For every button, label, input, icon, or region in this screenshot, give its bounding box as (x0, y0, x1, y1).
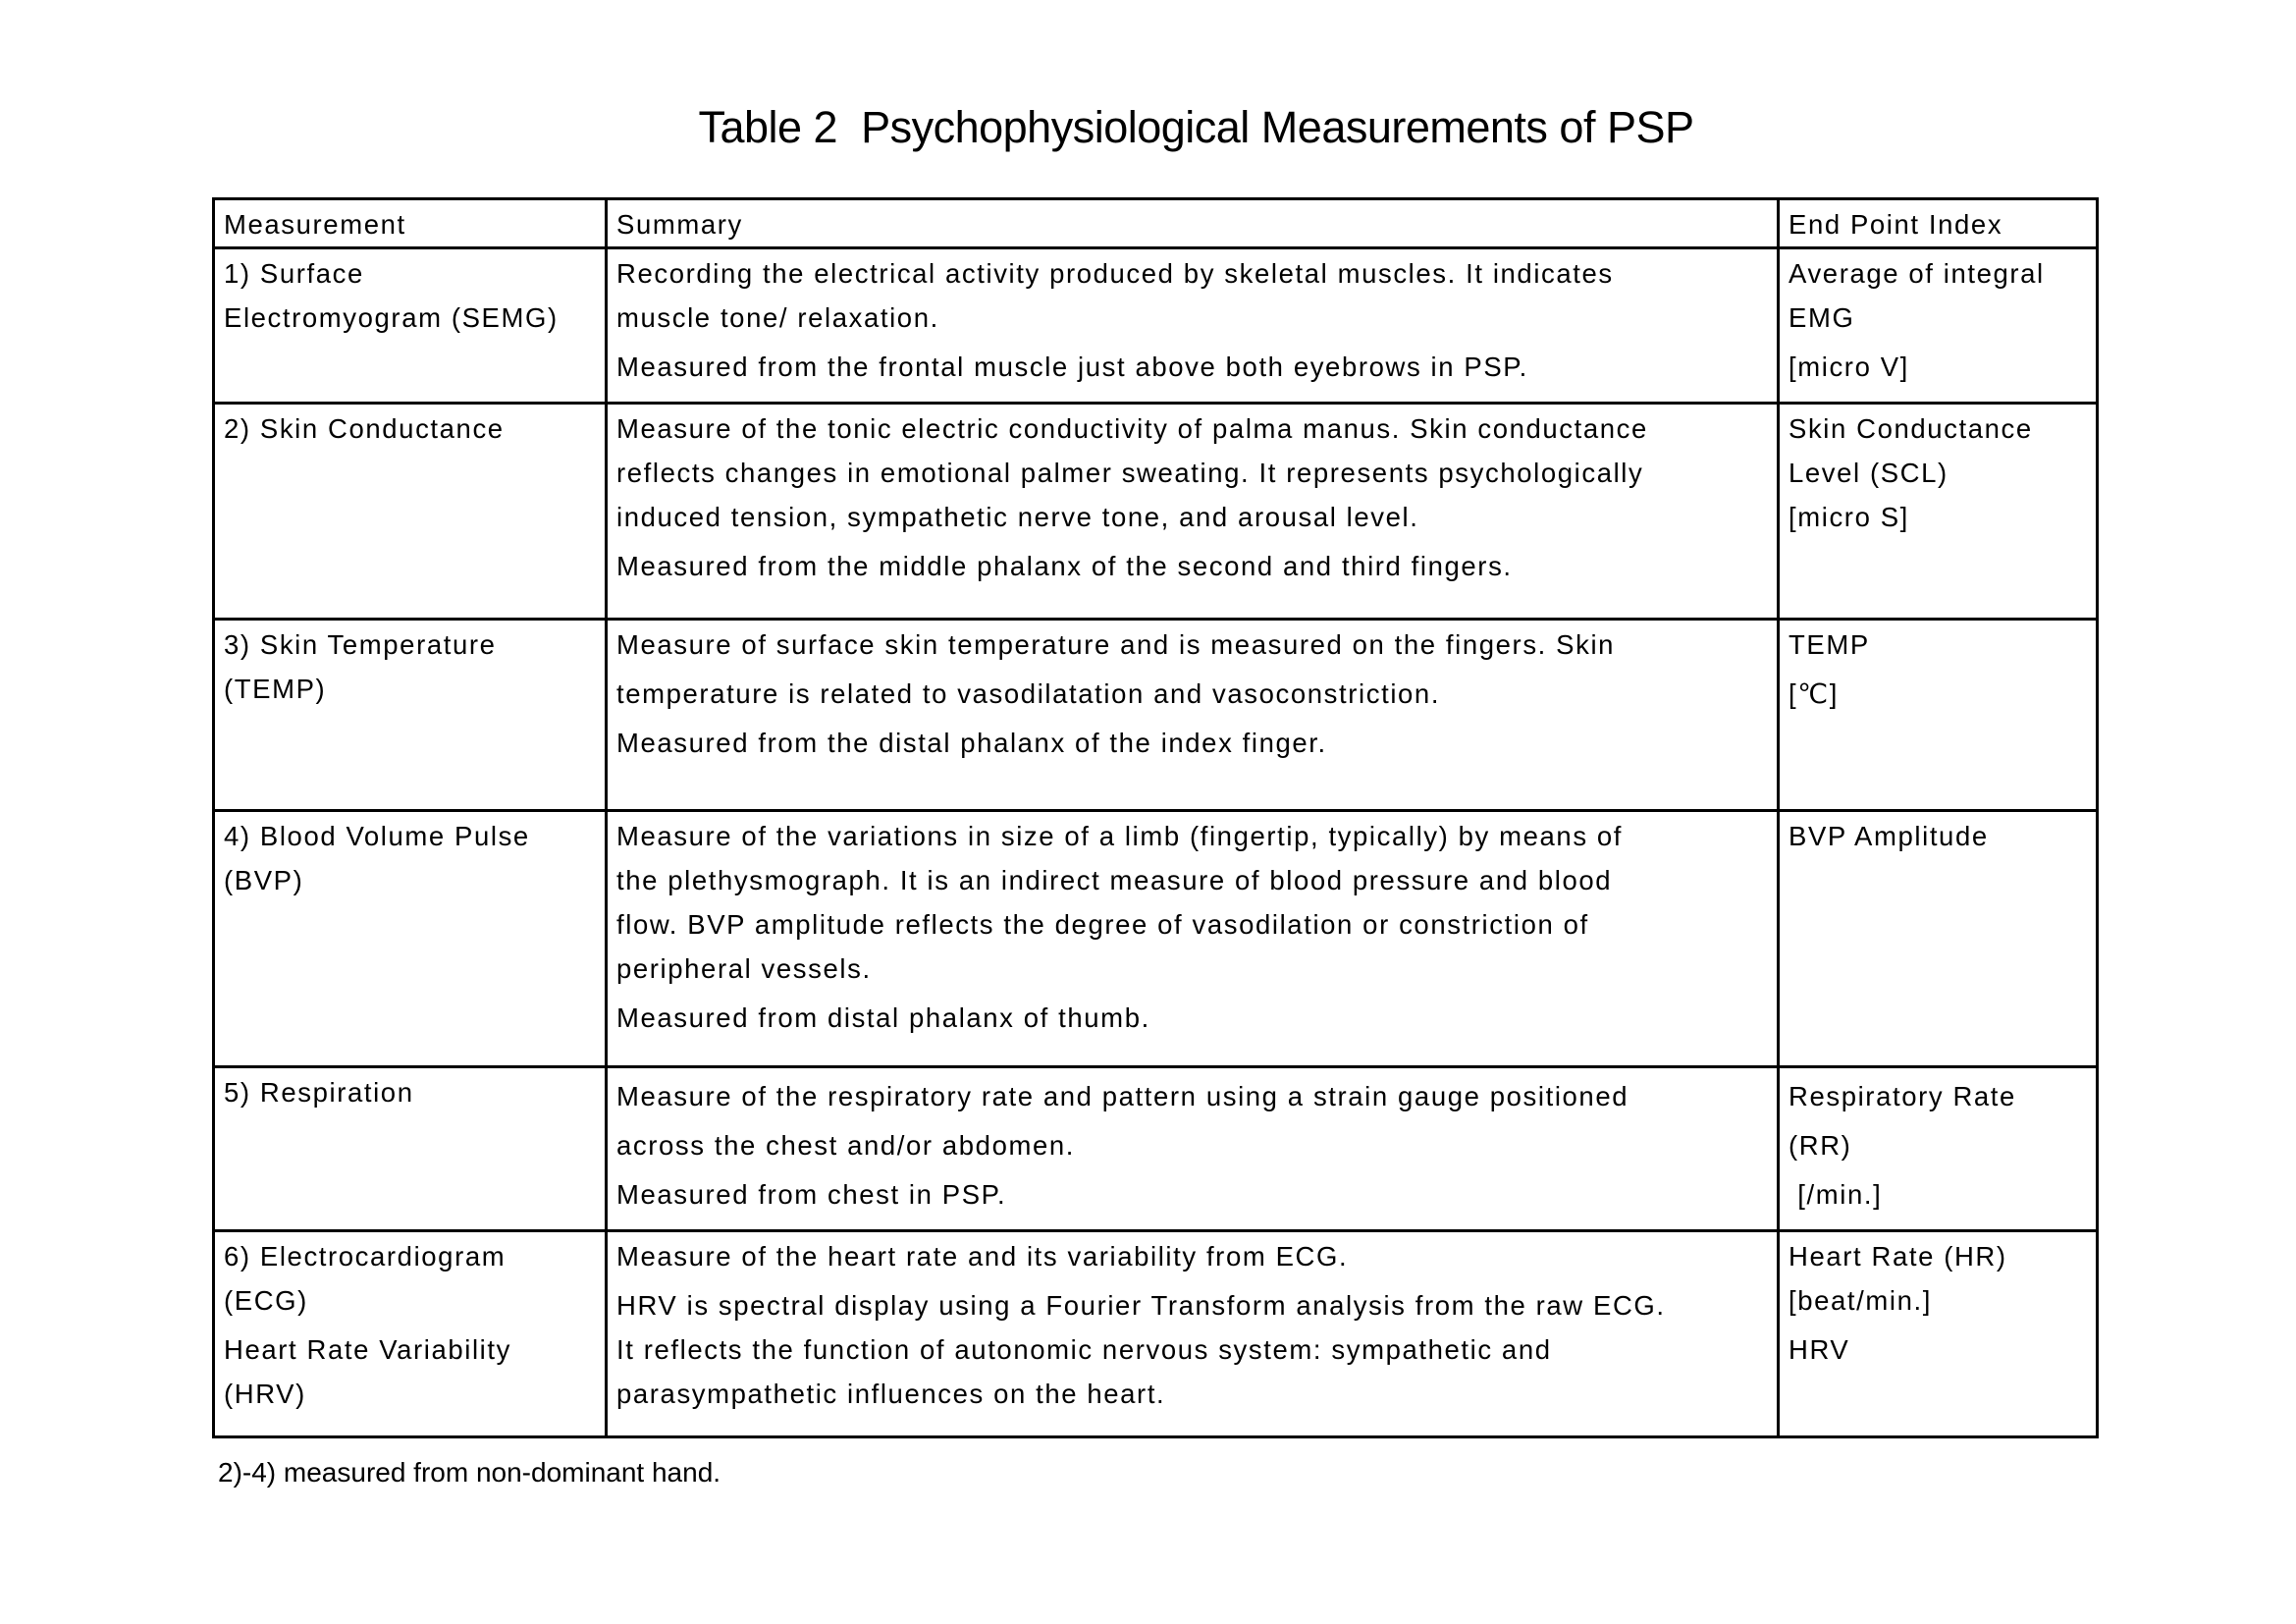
measurement-line: (TEMP) (224, 674, 327, 704)
measurement-cell (214, 620, 607, 811)
header-measurement: Measurement (214, 199, 607, 248)
measurement-line: Electromyogram (SEMG) (224, 302, 559, 333)
end-point-line: BVP Amplitude (1789, 821, 1989, 851)
end-point-line: [micro V] (1789, 352, 1909, 382)
summary-line: peripheral vessels. (616, 953, 872, 984)
summary-line: Measured from chest in PSP. (616, 1179, 1007, 1210)
end-point-line: EMG (1789, 302, 1855, 333)
table-header-row (214, 199, 2098, 248)
summary-line: Measured from the frontal muscle just above both eyebrows in PSP. (616, 352, 1528, 382)
table-footnote: 2)-4) measured from non-dominant hand. (218, 1457, 721, 1488)
table-row (214, 404, 2098, 620)
table-row (214, 620, 2098, 811)
table-title: Table 2 Psychophysiological Measurements of PSP (698, 102, 1694, 152)
measurement-line: (ECG) (224, 1285, 308, 1316)
measurements-table (212, 197, 2099, 1438)
header-end-point-index: End Point Index (1779, 199, 2098, 248)
end-point-line: [micro S] (1789, 502, 1909, 532)
summary-line: flow. BVP amplitude reflects the degree of vasodilation or constriction of (616, 909, 1589, 940)
summary-line: Measured from the distal phalanx of the index finger. (616, 728, 1327, 758)
end-point-cell (1779, 620, 2098, 811)
summary-line: It reflects the function of autonomic nervous system: sympathetic and (616, 1334, 1552, 1365)
end-point-line: Skin Conductance (1789, 413, 2033, 444)
summary-line: parasympathetic influences on the heart. (616, 1379, 1166, 1409)
table-row (214, 811, 2098, 1067)
end-point-cell (1779, 1067, 2098, 1231)
end-point-cell (1779, 404, 2098, 620)
summary-line: Measure of surface skin temperature and is measured on the fingers. Skin (616, 629, 1616, 660)
measurement-cell (214, 404, 607, 620)
end-point-cell (1779, 811, 2098, 1067)
summary-cell (607, 1067, 1779, 1231)
measurement-line: 2) Skin Conductance (224, 413, 505, 444)
table-row (214, 248, 2098, 404)
measurement-cell (214, 248, 607, 404)
measurement-line: 6) Electrocardiogram (224, 1241, 507, 1272)
summary-line: Recording the electrical activity produced by skeletal muscles. It indicates (616, 258, 1614, 289)
header-summary: Summary (607, 199, 1779, 248)
summary-line: the plethysmograph. It is an indirect measure of blood pressure and blood (616, 865, 1613, 895)
summary-cell (607, 404, 1779, 620)
summary-line: induced tension, sympathetic nerve tone, and arousal level. (616, 502, 1419, 532)
measurement-line: 3) Skin Temperature (224, 629, 497, 660)
table-row (214, 1231, 2098, 1437)
end-point-cell (1779, 1231, 2098, 1437)
measurement-line: 5) Respiration (224, 1077, 414, 1108)
measurement-line: 4) Blood Volume Pulse (224, 821, 530, 851)
summary-line: Measure of the variations in size of a limb (fingertip, typically) by means of (616, 821, 1624, 851)
summary-line: Measure of the tonic electric conductivity of palma manus. Skin conductance (616, 413, 1648, 444)
summary-line: across the chest and/or abdomen. (616, 1130, 1076, 1161)
measurement-cell (214, 1231, 607, 1437)
measurement-line: (BVP) (224, 865, 304, 895)
end-point-line: Respiratory Rate (1789, 1081, 2016, 1111)
measurement-line: Heart Rate Variability (224, 1334, 511, 1365)
measurement-cell (214, 1067, 607, 1231)
end-point-line: Level (SCL) (1789, 458, 1949, 488)
summary-line: Measure of the respiratory rate and pattern using a strain gauge positioned (616, 1081, 1629, 1111)
summary-line: Measured from the middle phalanx of the second and third fingers. (616, 551, 1513, 581)
summary-line: muscle tone/ relaxation. (616, 302, 939, 333)
measurement-line: 1) Surface (224, 258, 364, 289)
summary-line: Measured from distal phalanx of thumb. (616, 1002, 1150, 1033)
end-point-line: TEMP (1789, 629, 1870, 660)
end-point-line: Heart Rate (HR) (1789, 1241, 2007, 1272)
end-point-line: [/min.] (1789, 1179, 1883, 1210)
summary-line: HRV is spectral display using a Fourier Transform analysis from the raw ECG. (616, 1290, 1666, 1321)
summary-cell (607, 1231, 1779, 1437)
summary-cell (607, 248, 1779, 404)
end-point-line: HRV (1789, 1334, 1850, 1365)
end-point-line: [℃] (1789, 678, 1839, 709)
end-point-line: (RR) (1789, 1130, 1852, 1161)
end-point-cell (1779, 248, 2098, 404)
summary-line: temperature is related to vasodilatation and vasoconstriction. (616, 678, 1441, 709)
measurement-line: (HRV) (224, 1379, 306, 1409)
summary-line: reflects changes in emotional palmer sweating. It represents psychologically (616, 458, 1644, 488)
table-row (214, 1067, 2098, 1231)
end-point-line: [beat/min.] (1789, 1285, 1932, 1316)
summary-cell (607, 620, 1779, 811)
measurement-cell (214, 811, 607, 1067)
summary-cell (607, 811, 1779, 1067)
end-point-line: Average of integral (1789, 258, 2045, 289)
summary-line: Measure of the heart rate and its variability from ECG. (616, 1241, 1349, 1272)
